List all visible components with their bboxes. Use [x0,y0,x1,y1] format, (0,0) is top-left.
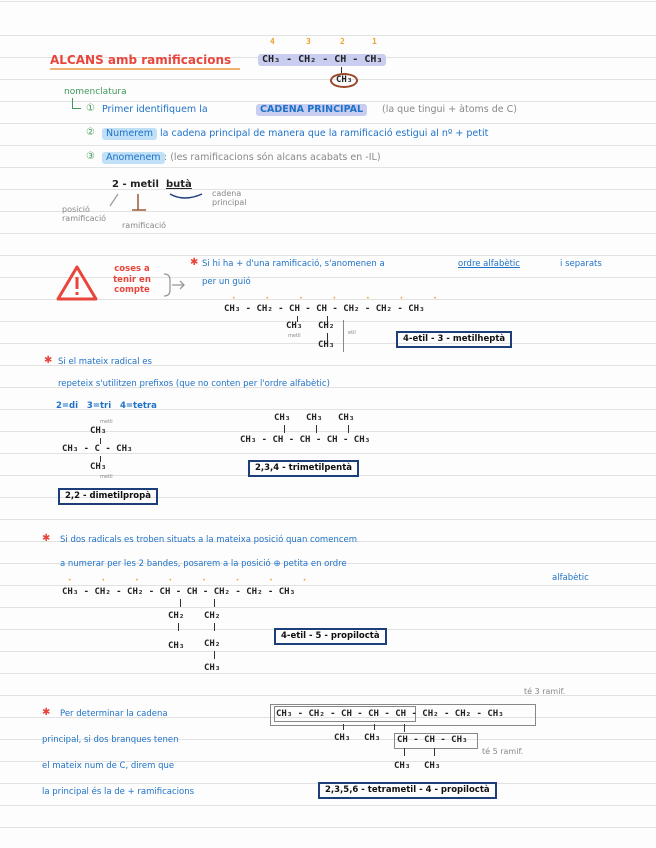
warning-brace [160,272,186,298]
example5-note-side: té 5 ramif. [482,747,524,756]
example5-note-top: té 3 ramif. [524,687,566,696]
step1-text: Primer identifiquem la [102,104,208,115]
nomenclatura-heading: nomenclatura [64,87,127,97]
step1-note: (la que tingui + àtoms de C) [382,104,517,115]
example5-bond2 [374,724,375,730]
example1-bracket [343,320,344,352]
example3-name: 2,3,4 - trimetilpentà [248,460,359,477]
example5-name: 2,3,5,6 - tetrametil - 4 - propiloctà [318,782,497,799]
example4-b1b: CH₃ [168,641,185,651]
example5-bond3 [404,724,405,732]
example4-bond1 [180,599,181,607]
example3-branch2: CH₃ [306,413,323,423]
header-formula-branch: CH₃ [330,73,358,88]
example2-top-label: metil [100,419,113,425]
example2-bottom: CH₃ [90,462,107,472]
example2-top: CH₃ [90,426,107,436]
example3-chain: CH₃ - CH - CH - CH - CH₃ [240,435,371,445]
warning-text-end: i separats [560,259,602,269]
example4-b2a: CH₂ [204,611,221,621]
step3-highlight: Anomenem [102,152,165,164]
step2-highlight: Numerem [102,128,157,140]
step-arrow [72,98,81,109]
example4-bond2 [214,599,215,607]
example-name-main: butà [166,179,192,190]
example5-bond4 [404,748,405,756]
warning-text-highlight: ordre alfabètic [458,259,520,269]
page-title: ALCANS amb ramificacions [50,53,232,67]
example5-b2: CH₃ [364,733,381,743]
warning-text-line2: per un guió [202,277,251,287]
header-number-4: 4 [270,37,275,46]
example3-bond2 [316,425,317,433]
example4-bond3 [178,623,179,631]
example5-sub-b2: CH₃ [424,761,441,771]
rule4-line2: principal, si dos branques tenen [42,735,179,745]
example1-numbering-dots: ••••••• [232,295,467,302]
rule2-star: ✱ [44,355,53,366]
example5-sub-b1: CH₃ [394,761,411,771]
example5-sub: CH - CH - CH₃ [397,735,468,745]
warning-icon [56,264,98,302]
example4-b2b: CH₂ [204,639,221,649]
warning-text-line1: Si hi ha + d'una ramificació, s'anomenen a [202,259,385,269]
rule2-prefixes: 2=di 3=tri 4=tetra [56,401,157,411]
example1-branch1: CH₃ [286,321,303,331]
rule4-star: ✱ [42,707,51,718]
example5-chain: CH₃ - CH₂ - CH - CH - CH - CH₂ - CH₂ - CH₃ [276,709,504,719]
label-chain: cadena principal [212,189,247,207]
example1-branch1-label: metil [288,333,301,339]
example3-branch3: CH₃ [338,413,355,423]
step1-number: ① [86,103,95,114]
example3-branch1: CH₃ [274,413,291,423]
step1-highlight: CADENA PRINCIPAL [256,104,367,116]
header-number-1: 1 [372,37,377,46]
rule4-line3: el mateix num de C, direm que [42,761,175,771]
example5-b1: CH₃ [334,733,351,743]
header-number-3: 3 [306,37,311,46]
example1-branch2-label: etil [348,330,356,336]
example-name-prefix: 2 - metil [112,179,159,190]
rule3-star: ✱ [42,533,51,544]
example1-branch2a: CH₂ [318,321,335,331]
rule3-line3: alfabètic [552,573,589,583]
example3-bond3 [348,425,349,433]
rule3-line1: Si dos radicals es troben situats a la mateixa posició quan comencem [60,535,358,545]
step2-number: ② [86,127,95,138]
header-number-2: 2 [340,37,345,46]
example1-chain: CH₃ - CH₂ - CH - CH - CH₂ - CH₂ - CH₃ [224,304,425,314]
rule2-line1: Si el mateix radical es [58,357,152,367]
rule2-line2: repeteix s'utilitzen prefixos (que no conten per l'ordre alfabètic) [58,379,330,389]
warning-label: coses a tenir en compte [113,264,151,296]
label-position: posició ramificació [62,205,107,223]
step3-text: : (les ramificacions són alcans acabats en -IL) [164,152,381,163]
example4-chain: CH₃ - CH₂ - CH₂ - CH - CH - CH₂ - CH₂ - CH₃ [62,587,295,597]
rule4-line4: la principal és la de + ramificacions [42,787,195,797]
example2-bottom-label: metil [100,474,113,480]
example4-name: 4-etil - 5 - propiloctà [274,628,387,645]
rule3-line2: a numerar per les 2 bandes, posarem a la posició ⊕ petita en ordre [60,559,347,569]
example1-branch2b: CH₃ [318,340,335,350]
step2-text: la cadena principal de manera que la ramificació estigui al nº + petit [160,128,489,139]
example4-numbering-dots: •••••••• [68,577,337,584]
rule4-line1: Per determinar la cadena [60,709,168,719]
header-formula-chain: CH₃ - CH₂ - CH - CH₃ [258,54,386,66]
step3-number: ③ [86,151,95,162]
example5-bond5 [434,748,435,756]
example1-name: 4-etil - 3 - metilheptà [396,331,512,348]
example2-name: 2,2 - dimetilpropà [58,488,158,505]
title-underline [50,68,240,70]
example4-b1a: CH₂ [168,611,185,621]
example4-bond5 [214,651,215,659]
warning-star: ✱ [190,257,199,268]
example3-bond1 [284,425,285,433]
example4-bond4 [214,623,215,631]
example4-b2c: CH₃ [204,663,221,673]
example5-bond1 [343,724,344,730]
label-branch: ramificació [122,221,167,230]
example2-middle: CH₃ - C - CH₃ [62,444,133,454]
